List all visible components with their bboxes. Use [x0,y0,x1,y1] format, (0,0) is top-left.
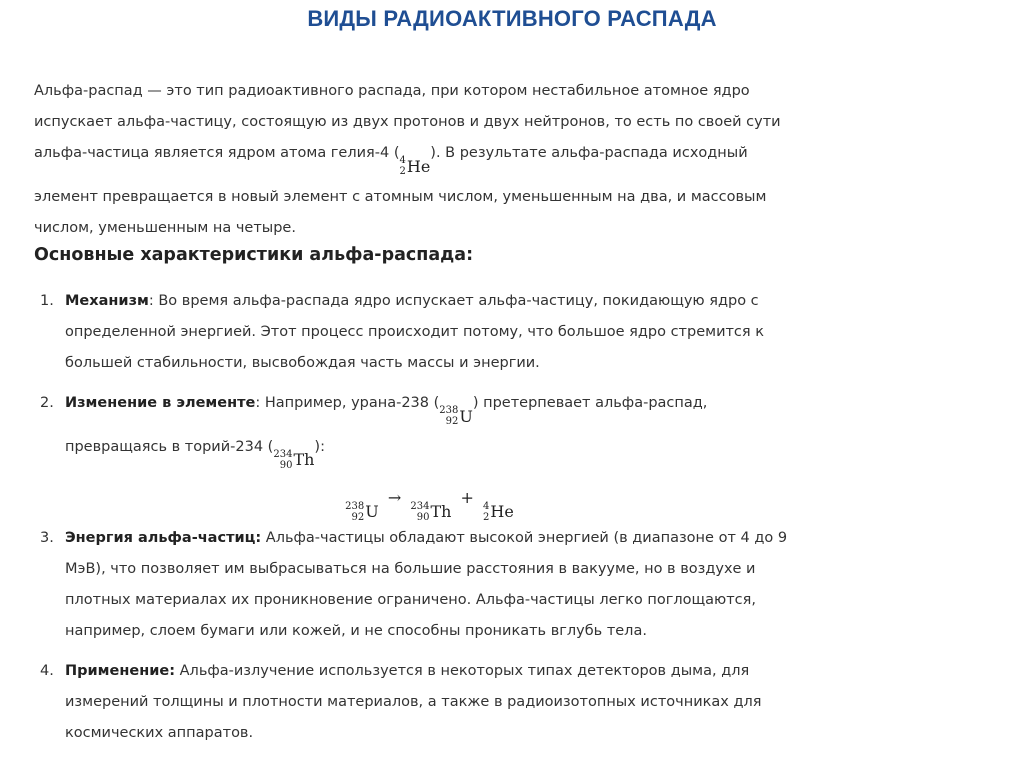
uranium-nuclide [439,401,473,432]
list-item [34,286,794,379]
helium-symbol: He [406,156,431,176]
section-heading: Основные характеристики альфа-распада: [34,245,474,265]
item-text: Альфа-частицы обладают высокой энергией (в диапазоне от 4 до 9 МэВ), что позволяет им выбрасываться на большие расстояния в вакууме, но в воздухе и плотных материалах их проникновение ограничено. Альфа-частицы легко поглощаются, например, слоем бумаги или кожей, и не способны проникать вглубь тела. [65,530,788,639]
eq-thorium-symbol: Th [430,502,452,521]
item-text: : Во время альфа-распада ядро испускает альфа-частицу, покидающую ядро с определенной энергией. Этот процесс происходит потому, что большое ядро стремится к большей стабильности, высвобождая часть массы и энергии. [65,293,764,371]
slide-title: ВИДЫ РАДИОАКТИВНОГО РАСПАДА [307,6,717,31]
thorium-nuclide [273,444,314,475]
item-text: ) претерпевает альфа-распад, превращаясь в торий-234 ( [65,395,708,455]
eq-helium-mass: 4 [483,501,490,512]
eq-thorium-mass: 234 [410,501,430,512]
arrow-symbol: → [387,488,402,507]
thorium-charge: 90 [279,459,293,471]
helium-charge: 2 [399,166,406,177]
list-number: 4. [40,663,54,679]
decay-equation [65,481,794,523]
eq-uranium-charge: 92 [351,512,365,523]
helium-nuclide [400,151,431,182]
plus-symbol: + [460,488,474,507]
intro-text-start: Альфа-распад — это тип радиоактивного распада, при котором нестабильное атомное ядро испускает альфа-частицу, состоящую из двух протонов и двух нейтронов, то есть по своей сути альфа-частица является ядром атома гелия-4 ( [34,83,781,161]
eq-helium-symbol: He [490,502,514,521]
eq-helium-charge: 2 [483,512,490,523]
uranium-mass: 238 [439,405,459,416]
list-item [34,523,794,647]
eq-uranium-mass: 238 [345,501,365,512]
intro-text-end: ). В результате альфа-распада исходный элемент превращается в новый элемент с атомным числом, уменьшенным на два, и массовым числом, уменьшенным на четыре. [34,145,767,236]
helium-mass: 4 [399,155,406,166]
item-term: Применение: [65,663,176,679]
thorium-indices [273,449,292,471]
list-item [34,388,794,523]
list-number: 2. [40,395,54,411]
helium-indices [400,155,406,177]
eq-uranium-symbol: U [365,502,379,521]
list-number: 1. [40,293,54,309]
uranium-indices [439,405,458,427]
list-number: 3. [40,530,54,546]
item-text: ): [314,438,325,455]
eq-thorium-charge: 90 [416,512,430,523]
item-term: Механизм [65,293,149,309]
item-term: Энергия альфа-частиц: [65,530,262,546]
uranium-charge: 92 [445,416,459,427]
uranium-symbol: U [459,406,473,426]
item-term: Изменение в элементе [65,395,256,411]
characteristics-list [34,286,794,749]
item-text: : Например, урана-238 ( [255,395,440,411]
list-item [34,656,794,749]
thorium-symbol: Th [293,450,315,469]
intro-paragraph [34,76,794,244]
thorium-mass: 234 [273,448,293,460]
item-text: Альфа-излучение используется в некоторых типах детекторов дыма, для измерений толщины и плотности материалов, а также в радиоизотопных источниках для космических аппаратов. [65,663,762,741]
